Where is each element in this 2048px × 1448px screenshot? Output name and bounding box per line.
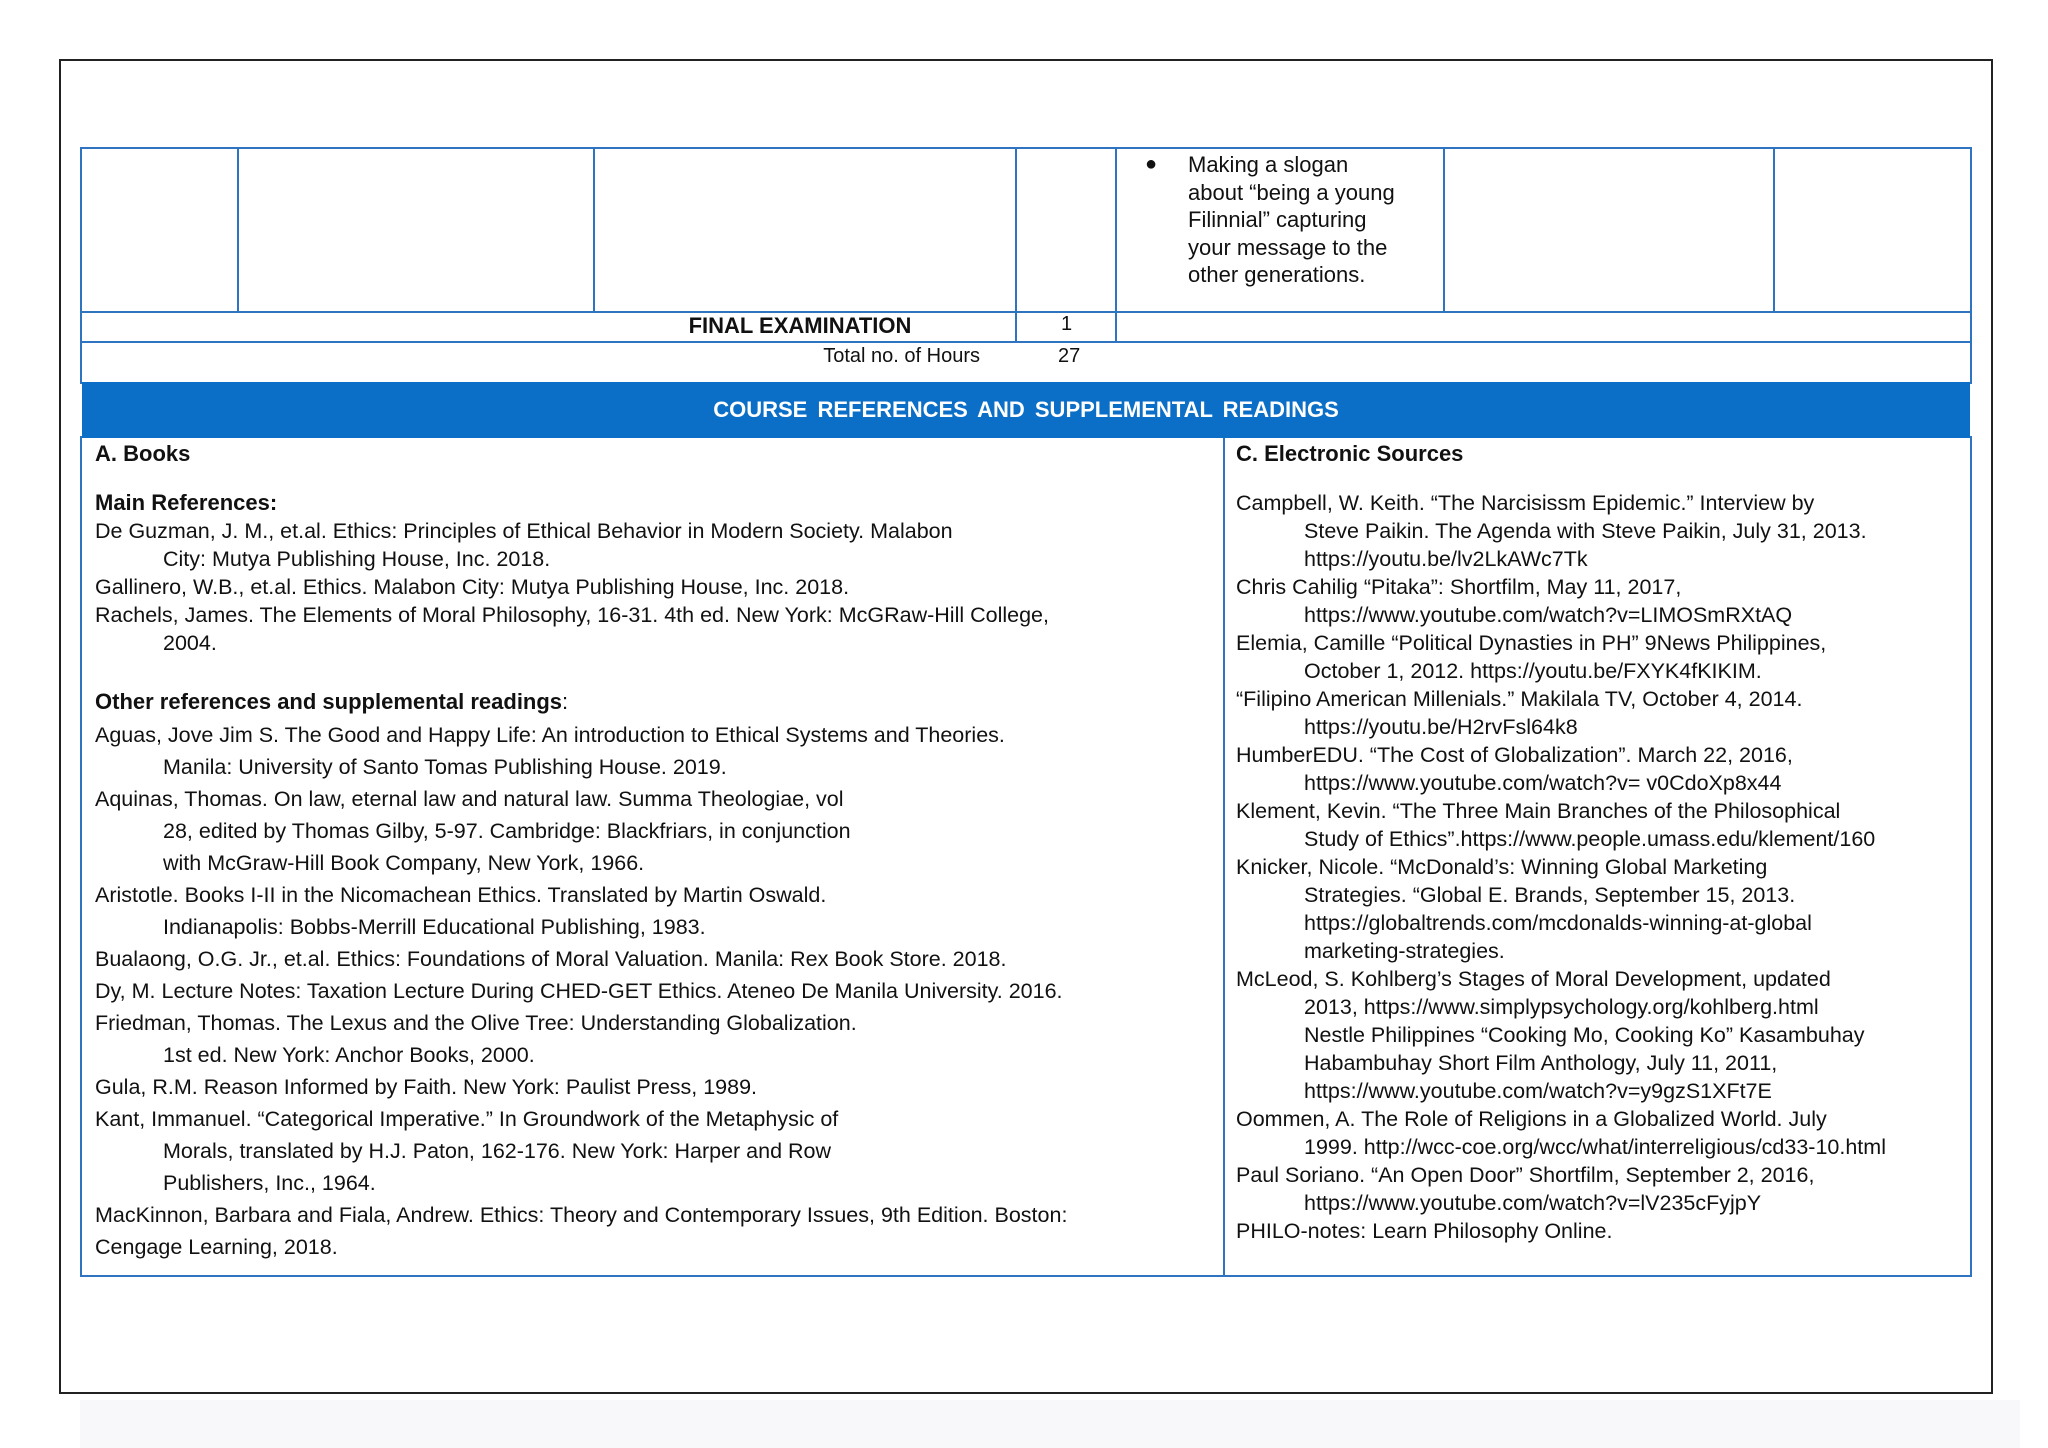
final-exam-hours: 1 bbox=[1061, 313, 1073, 335]
reference-text: Chris Cahilig “Pitaka”: Shortfilm, May 11, 2017, bbox=[1236, 575, 1682, 599]
total-hours-row bbox=[80, 341, 1972, 384]
reference-continuation: Study of Ethics”.https://www.people.umass.edu/klement/160 bbox=[1304, 827, 1876, 851]
reference-continuation: Publishers, Inc., 1964. bbox=[163, 1171, 376, 1195]
references-banner: COURSE REFERENCES AND SUPPLEMENTAL READINGS bbox=[82, 382, 1970, 438]
activity-line: Filinnial” capturing bbox=[1188, 207, 1367, 232]
main-references-heading: Main References: bbox=[95, 490, 278, 515]
reference-text: McLeod, S. Kohlberg’s Stages of Moral Development, updated bbox=[1236, 967, 1831, 991]
reference-text: Kant, Immanuel. “Categorical Imperative.” In Groundwork of the Metaphysic of bbox=[95, 1107, 839, 1131]
total-hours-value: 27 bbox=[1058, 345, 1081, 367]
reference-text: Cengage Learning, 2018. bbox=[95, 1235, 338, 1259]
activity-description bbox=[1188, 151, 1448, 289]
reference-text: HumberEDU. “The Cost of Globalization”. March 22, 2016, bbox=[1236, 743, 1793, 767]
reference-entry bbox=[1236, 797, 1966, 853]
reference-text: De Guzman, J. M., et.al. Ethics: Principles of Ethical Behavior in Modern Society. Malabon bbox=[95, 519, 953, 543]
reference-text: Klement, Kevin. “The Three Main Branches of the Philosophical bbox=[1236, 799, 1841, 823]
reference-entry bbox=[95, 1103, 1215, 1199]
bullet-icon: ● bbox=[1145, 153, 1158, 175]
top-row-cell-4 bbox=[1015, 147, 1117, 313]
electronic-sources-section bbox=[1236, 437, 1966, 1245]
reference-text: MacKinnon, Barbara and Fiala, Andrew. Ethics: Theory and Contemporary Issues, 9th Edition. Boston: bbox=[95, 1203, 1068, 1227]
reference-entry bbox=[95, 1231, 1215, 1263]
activity-line: about “being a young bbox=[1188, 179, 1395, 205]
reference-continuation: Steve Paikin. The Agenda with Steve Paikin, July 31, 2013. bbox=[1304, 519, 1867, 543]
reference-entry bbox=[1236, 1161, 1966, 1217]
other-references-heading bbox=[95, 687, 1215, 717]
reference-continuation: https://www.youtube.com/watch?v=lV235cFyjpY bbox=[1304, 1191, 1762, 1215]
activity-line: other generations. bbox=[1188, 262, 1366, 287]
reference-text: “Filipino American Millenials.” Makilala TV, October 4, 2014. bbox=[1236, 687, 1803, 711]
reference-continuation: 1999. http://wcc-coe.org/wcc/what/interreligious/cd33-10.html bbox=[1304, 1135, 1886, 1159]
reference-text: Aristotle. Books I-II in the Nicomachean Ethics. Translated by Martin Oswald. bbox=[95, 883, 827, 907]
reference-entry bbox=[1236, 1105, 1966, 1161]
reference-continuation: https://www.youtube.com/watch?v=y9gzS1XFt7E bbox=[1304, 1079, 1772, 1103]
activity-line: Making a slogan bbox=[1188, 152, 1349, 177]
reference-continuation: marketing-strategies. bbox=[1304, 939, 1505, 963]
reference-text: Knicker, Nicole. “McDonald’s: Winning Global Marketing bbox=[1236, 855, 1768, 879]
final-exam-label: FINAL EXAMINATION bbox=[688, 313, 912, 338]
reference-entry bbox=[95, 879, 1215, 943]
final-exam-empty-cell bbox=[1115, 311, 1972, 343]
reference-continuation: 28, edited by Thomas Gilby, 5-97. Cambridge: Blackfriars, in conjunction bbox=[163, 819, 851, 843]
total-hours-label: Total no. of Hours bbox=[823, 345, 980, 367]
reference-entry bbox=[95, 719, 1215, 783]
reference-text: Rachels, James. The Elements of Moral Philosophy, 16-31. 4th ed. New York: McGRaw-Hill College, bbox=[95, 603, 1049, 627]
reference-entry bbox=[1236, 853, 1966, 965]
reference-continuation: https://globaltrends.com/mcdonalds-winning-at-global bbox=[1304, 911, 1812, 935]
top-row-cell-2 bbox=[237, 147, 595, 313]
reference-entry bbox=[95, 975, 1215, 1007]
reference-entry bbox=[1236, 965, 1966, 1105]
reference-entry bbox=[95, 517, 1215, 573]
reference-continuation: Manila: University of Santo Tomas Publishing House. 2019. bbox=[163, 755, 727, 779]
activity-line: your message to the bbox=[1188, 234, 1388, 260]
reference-text: Elemia, Camille “Political Dynasties in PH” 9News Philippines, bbox=[1236, 631, 1827, 655]
reference-continuation: https://www.youtube.com/watch?v= v0CdoXp8x44 bbox=[1304, 771, 1782, 795]
reference-entry bbox=[1236, 1217, 1966, 1245]
reference-text: Gula, R.M. Reason Informed by Faith. New York: Paulist Press, 1989. bbox=[95, 1075, 758, 1099]
books-section bbox=[95, 437, 1215, 1263]
books-heading: A. Books bbox=[95, 441, 191, 466]
other-references-list bbox=[95, 719, 1215, 1263]
reference-text: Paul Soriano. “An Open Door” Shortfilm, September 2, 2016, bbox=[1236, 1163, 1815, 1187]
reference-continuation: 2004. bbox=[163, 631, 217, 655]
top-row-cell-3 bbox=[593, 147, 1017, 313]
reference-continuation: Strategies. “Global E. Brands, September 15, 2013. bbox=[1304, 883, 1796, 907]
reference-entry bbox=[1236, 573, 1966, 629]
reference-continuation: Nestle Philippines “Cooking Mo, Cooking Ko” Kasambuhay bbox=[1304, 1023, 1865, 1047]
reference-continuation: https://youtu.be/H2rvFsl64k8 bbox=[1304, 715, 1578, 739]
reference-continuation: 1st ed. New York: Anchor Books, 2000. bbox=[163, 1043, 535, 1067]
top-row-cell-7 bbox=[1773, 147, 1972, 313]
reference-entry bbox=[1236, 629, 1966, 685]
reference-entry bbox=[95, 1007, 1215, 1071]
reference-text: Aguas, Jove Jim S. The Good and Happy Life: An introduction to Ethical Systems and Theories. bbox=[95, 723, 1005, 747]
reference-text: Dy, M. Lecture Notes: Taxation Lecture During CHED-GET Ethics. Ateneo De Manila University. 2016. bbox=[95, 979, 1063, 1003]
reference-text: Aquinas, Thomas. On law, eternal law and natural law. Summa Theologiae, vol bbox=[95, 787, 844, 811]
reference-entry bbox=[1236, 489, 1966, 573]
reference-entry bbox=[1236, 741, 1966, 797]
reference-text: Campbell, W. Keith. “The Narcisissm Epidemic.” Interview by bbox=[1236, 491, 1815, 515]
reference-text: PHILO-notes: Learn Philosophy Online. bbox=[1236, 1219, 1613, 1243]
reference-entry bbox=[95, 573, 1215, 601]
reference-entry bbox=[95, 783, 1215, 879]
electronic-references-list bbox=[1236, 489, 1966, 1245]
reference-entry bbox=[95, 1199, 1215, 1231]
other-references-heading-suffix: : bbox=[562, 689, 569, 714]
reference-entry bbox=[95, 1071, 1215, 1103]
top-row-cell-6 bbox=[1443, 147, 1775, 313]
reference-continuation: https://youtu.be/lv2LkAWc7Tk bbox=[1304, 547, 1588, 571]
main-references-list bbox=[95, 517, 1215, 657]
reference-continuation: Indianapolis: Bobbs-Merrill Educational Publishing, 1983. bbox=[163, 915, 706, 939]
page-bottom-strip bbox=[80, 1400, 2020, 1448]
reference-continuation: 2013, https://www.simplypsychology.org/kohlberg.html bbox=[1304, 995, 1819, 1019]
reference-continuation: Morals, translated by H.J. Paton, 162-176. New York: Harper and Row bbox=[163, 1139, 832, 1163]
reference-text: Gallinero, W.B., et.al. Ethics. Malabon City: Mutya Publishing House, Inc. 2018. bbox=[95, 575, 850, 599]
reference-continuation: Habambuhay Short Film Anthology, July 11, 2011, bbox=[1304, 1051, 1778, 1075]
reference-text: Bualaong, O.G. Jr., et.al. Ethics: Foundations of Moral Valuation. Manila: Rex Book Store. 2018. bbox=[95, 947, 1007, 971]
reference-entry bbox=[95, 943, 1215, 975]
reference-continuation: October 1, 2012. https://youtu.be/FXYK4fKIKIM. bbox=[1304, 659, 1762, 683]
reference-continuation: https://www.youtube.com/watch?v=LIMOSmRXtAQ bbox=[1304, 603, 1793, 627]
reference-entry bbox=[1236, 685, 1966, 741]
reference-text: Friedman, Thomas. The Lexus and the Olive Tree: Understanding Globalization. bbox=[95, 1011, 857, 1035]
other-references-heading-text: Other references and supplemental readings bbox=[95, 689, 563, 714]
electronic-sources-heading: C. Electronic Sources bbox=[1236, 441, 1464, 466]
reference-continuation: with McGraw-Hill Book Company, New York, 1966. bbox=[163, 851, 645, 875]
top-row-cell-1 bbox=[80, 147, 239, 313]
reference-text: Oommen, A. The Role of Religions in a Globalized World. July bbox=[1236, 1107, 1827, 1131]
reference-continuation: City: Mutya Publishing House, Inc. 2018. bbox=[163, 547, 551, 571]
reference-entry bbox=[95, 601, 1215, 657]
